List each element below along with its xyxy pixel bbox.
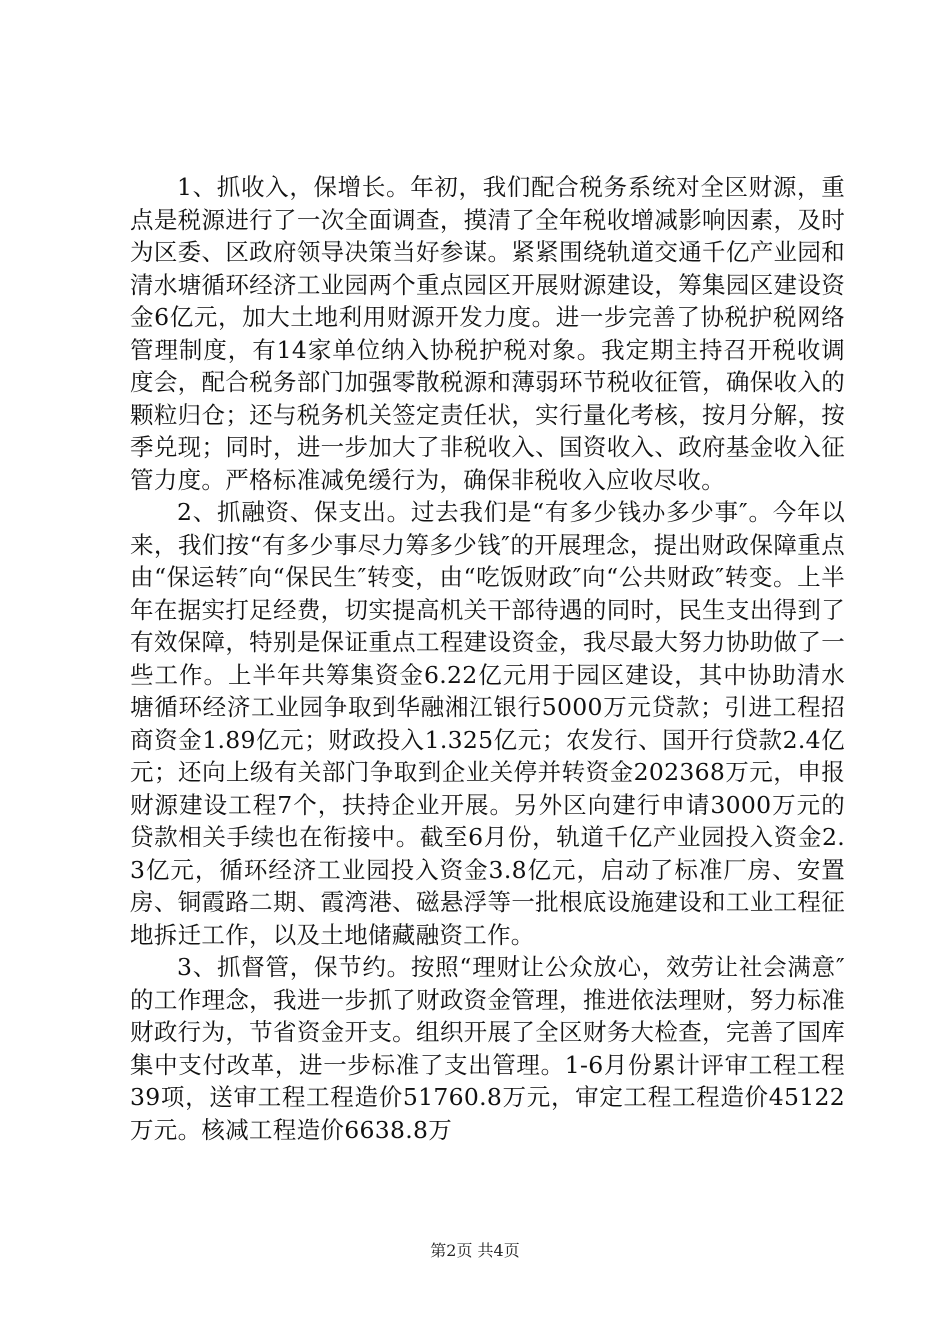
paragraph-supervision: 3、抓督管，保节约。按照“理财让公众放心，效劳让社会满意″的工作理念，我进一步抓了财政资金管理，推进依法理财，努力标准财政行为，节省资金开支。组织开展了全区财务大检查，完善了国库集中支付改革，进一步标准了支出管理。1-6月份累计评审工程工程39项，送审工程工程造价51760.8万元，审定工程工程造价45122万元。核减工程造价6638.8万 — [130, 953, 845, 1144]
document-body — [130, 171, 845, 1146]
paragraph-financing: 2、抓融资、保支出。过去我们是“有多少钱办多少事″。今年以来，我们按“有多少事尽力筹多少钱″的开展理念，提出财政保障重点由“保运转″向“保民生″转变，由“吃饭财政″向“公共财政″转变。上半年在据实打足经费，切实提高机关干部待遇的同时，民生支出得到了有效保障，特别是保证重点工程建设资金，我尽最大努力协助做了一些工作。上半年共筹集资金6.22亿元用于园区建设，其中协助清水塘循环经济工业园争取到华融湘江银行5000万元贷款；引进工程招商资金1.89亿元；财政投入1.325亿元；农发行、国开行贷款2.4亿元；还向上级有关部门争取到企业关停并转资金202368万元，申报财源建设工程7个，扶持企业开展。另外区向建行申请3000万元的贷款相关手续也在衔接中。截至6月份，轨道千亿产业园投入资金2.3亿元，循环经济工业园投入资金3.8亿元，启动了标准厂房、安置房、铜霞路二期、霞湾港、磁悬浮等一批根底设施建设和工业工程征地拆迁工作，以及土地储藏融资工作。 — [130, 498, 845, 949]
page-number-footer: 第2页 共4页 — [430, 1241, 520, 1260]
paragraph-revenue: 1、抓收入，保增长。年初，我们配合税务系统对全区财源，重点是税源进行了一次全面调查，摸清了全年税收增减影响因素，及时为区委、区政府领导决策当好参谋。紧紧围绕轨道交通千亿产业园和清水塘循环经济工业园两个重点园区开展财源建设，筹集园区建设资金6亿元，加大土地利用财源开发力度。进一步完善了协税护税网络管理制度，有14家单位纳入协税护税对象。我定期主持召开税收调度会，配合税务部门加强零散税源和薄弱环节税收征管，确保收入的颗粒归仓；还与税务机关签定责任状，实行量化考核，按月分解，按季兑现；同时，进一步加大了非税收入、国资收入、政府基金收入征管力度。严格标准减免缓行为，确保非税收入应收尽收。 — [130, 173, 845, 494]
